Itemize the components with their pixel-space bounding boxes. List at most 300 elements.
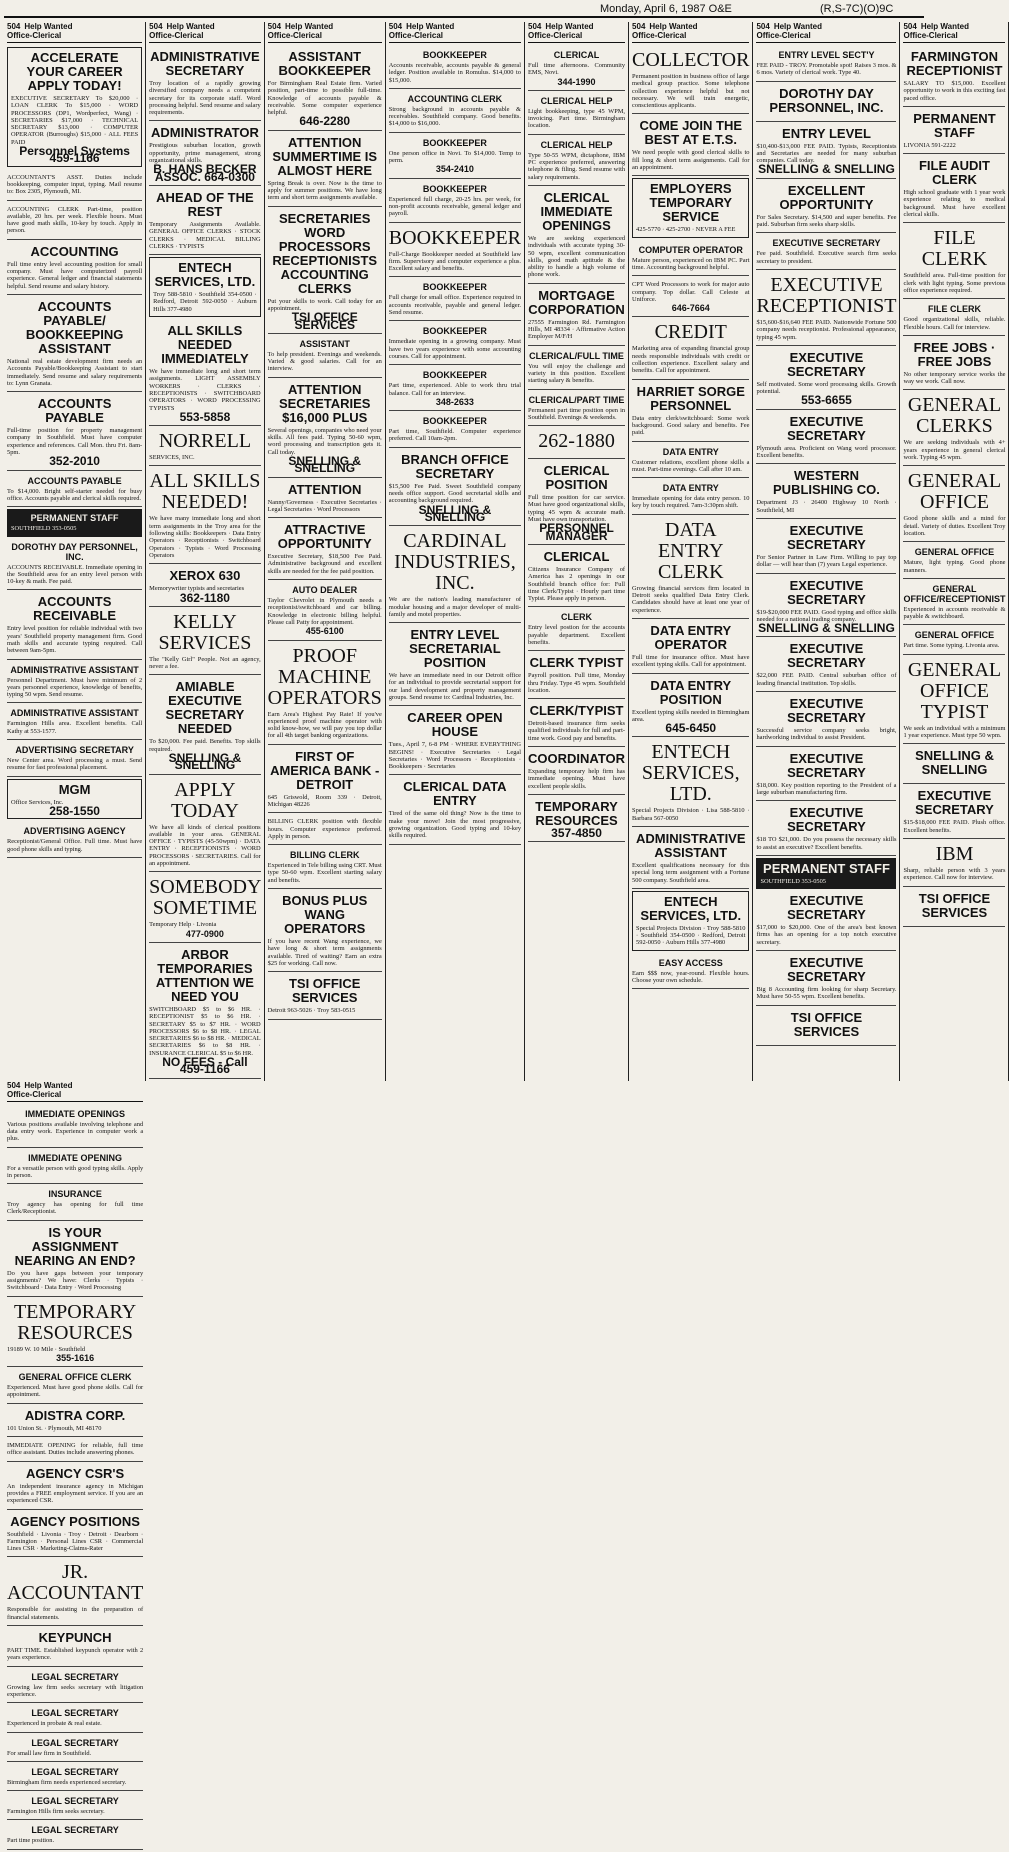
ad-contact: 477-0900 [185,928,224,939]
ad-body: Birmingham firm needs experienced secretary. [7,1778,127,1786]
ad-heading: ALL SKILLS NEEDED! [149,470,261,514]
classified-ad [7,1464,143,1510]
ad-heading: CLERICAL [543,548,610,564]
classified-ad [389,225,521,278]
classified-ad [268,643,382,745]
ad-contact: 344-1990 [557,76,596,87]
ad-heading: DOROTHY DAY PERSONNEL, INC. [11,541,138,562]
ad-body: We seek an individual with a minimum 1 year experience. Must type 50 wpm. [903,724,1006,740]
ad-contact: B. HANS BECKER ASSOC. 664-0300 [153,162,257,184]
classified-ad [149,123,261,185]
ad-heading: PERMANENT STAFF [763,860,890,876]
ad-body: SALARY TO $15,000. Excellent opportunity to work in this exciting fast paced office. [903,80,1006,102]
column-7 [753,22,900,1081]
ad-heading: ENTECH SERVICES, LTD. [154,260,256,290]
classified-ad [268,974,382,1019]
ad-body: We are seeking individuals with 4+ years experience in general clerical work. Typing 45 wpm. [903,439,1006,462]
ad-heading: GENERAL OFFICE [914,630,995,641]
ad-heading: IMMEDIATE OPENING [28,1152,122,1163]
ad-body: Full time position for car service. Must have good organizational skills, typing 45 wpm & accurate math. Must have own transportation. [528,494,626,524]
ad-heading: ADVERTISING SECRETARY [15,745,134,756]
column-header [149,22,261,43]
ad-heading: BOOKKEEPER [422,416,487,427]
ad-body: 19189 W. 10 Mile · Southfield [7,1345,86,1353]
ad-heading: FILE AUDIT CLERK [918,158,990,188]
section-title: Help Wanted [920,22,969,31]
ad-heading: TSI OFFICE SERVICES [790,1009,863,1039]
ad-heading: EXECUTIVE SECRETARY [787,805,866,835]
ad-heading: TEMPORARY RESOURCES [535,798,618,828]
classified-ad [149,188,261,255]
ad-heading: EXCELLENT OPPORTUNITY [779,182,874,212]
classified-ad [389,181,521,223]
ad-heading: EXECUTIVE SECRETARY [915,788,994,818]
ad-body: An independent insurance agency in Michigan provides a FREE employment service. If you are an experienced CSR. [7,1482,144,1505]
classified-ad [7,1669,143,1704]
classified-ad [756,412,896,465]
classified-ad [268,582,382,640]
ad-body: Excellent typing skills needed in Birmingham area. [632,708,750,723]
classified-ad [632,382,749,442]
ad-contact: SNELLING & SNELLING [758,162,895,177]
classified-ad [632,116,749,176]
ad-heading: FILE CLERK [921,227,988,271]
column-header [7,1081,143,1102]
ad-heading: ASSISTANT [299,338,350,349]
column-9 [4,1081,146,1852]
ad-body: Immediate opening for data entry person. 10 key by touch required. 7am-3:30pm shift. [632,495,750,510]
classified-columns [4,22,1006,1845]
ad-heading: ADMINISTRATOR [150,125,259,141]
ad-body: $18,000. Key position reporting to the President of a large suburban manufacturing firm. [756,781,897,796]
ad-heading: ADMINISTRATIVE ASSISTANT [10,664,139,675]
ad-body: BILLING CLERK position with flexible hours. Computer experience preferred. Apply in person. [267,818,382,840]
ad-contact: 553-5858 [179,409,231,424]
classified-ad [756,84,896,122]
ad-body: Earn Area's Highest Pay Rate! If you've experienced proof machine operator with solid know-how, we will pay you top dollar for all 4th target banking organizations. [267,710,382,740]
ad-heading: ENTRY LEVEL SECRETARIAL POSITION [409,627,501,671]
ad-body: Fee paid. Southfield. Executive search firm seeks secretary to president. [756,250,897,265]
ad-heading: BOOKKEEPER [422,137,487,148]
classified-ad [7,1150,143,1185]
ad-heading: ACCELERATE YOUR CAREER APPLY TODAY! [26,50,123,93]
ad-body: To help president. Evenings and weekends. Varied & good salaries. Call for an interview. [267,350,382,373]
ad-body: For a versatile person with good typing skills. Apply in person. [7,1164,144,1179]
ad-body: For small law firm in Southfield. [7,1749,92,1757]
ad-heading: ENTRY LEVEL [782,125,871,141]
classified-ad [7,742,142,777]
ad-body: $18 TO $21,000. Do you possess the necessary skills to assist an executive? Excellent benefits. [756,836,897,851]
classified-ad [756,124,896,179]
ad-body: Troy 588-5810 · Southfield 354-0500 · Redford, Detroit 592-0050 · Auburn Hills 377-4980 [153,291,257,313]
column-header [756,22,896,43]
ad-heading: PERMANENT STAFF [30,513,119,524]
ad-body: Good organizational skills, reliable. Flexible hours. Call for interview. [903,316,1006,331]
ad-body: Part time. Some typing. Livonia area. [903,642,1000,650]
ad-contact: 646-7664 [671,303,710,314]
ad-heading: HARRIET SORGE PERSONNEL [636,383,745,413]
ad-heading: COMPUTER OPERATOR [638,244,743,255]
ad-body: We need people with good clerical skills to fill long & short term assignments. Call for an appointment. [632,149,750,172]
ad-body: Accounts receivable, accounts payable & general ledger. Position available in Romulus. $14,000 to $15,000. [388,62,522,84]
ad-heading: EXECUTIVE SECRETARY [787,954,866,984]
ad-body: We are the nation's leading manufacturer of modular housing and a major developer of multi-family and motel properties. [388,596,522,618]
ad-heading: ADVERTISING AGENCY [23,826,126,837]
ad-body: Entry level position for reliable individual with two years' Southfield property management firm. Good math skills and accurate typing required. Call between 9am-5pm. [7,625,143,655]
ad-contact: 352-2010 [49,454,100,469]
column-header [632,22,749,43]
ad-heading: ACCOUNTS PAYABLE/ BOOKKEEPING ASSISTANT [25,298,124,356]
ad-body: Part time position. [7,1837,55,1845]
ad-heading: ACCOUNTING CLERK [407,93,503,104]
ad-heading: IS YOUR ASSIGNMENT NEARING AN END? [14,1224,136,1268]
classified-ad [149,945,261,1079]
ad-heading: INSURANCE [48,1189,102,1200]
ad-body: Payroll position. Full time, Monday thru Friday. Type 45 wpm. Southfield location. [528,672,626,694]
classified-ad [528,461,625,545]
ad-heading: KELLY SERVICES [158,610,252,654]
ad-heading: BONUS PLUS WANG OPERATORS [282,893,368,937]
ad-heading: FREE JOBS · FREE JOBS [913,339,996,369]
ad-body: Immediate opening in a growing company. Must have two years experience with some accounting courses. Call for appointment. [388,338,522,360]
ad-heading: LEGAL SECRETARY [31,1796,119,1807]
ad-body: Good phone skills and a mind for detail. Variety of duties. Excellent Troy location. [903,515,1006,537]
section-number: 504 [7,1080,21,1090]
ad-heading: EXECUTIVE RECEPTIONIST [756,273,897,317]
section-subtitle: Office-Clerical [528,31,583,40]
ad-heading: FIRST OF AMERICA BANK - DETROIT [270,748,380,792]
section-title: Help Wanted [285,22,334,31]
classified-ad [632,319,749,379]
classified-ad [389,625,521,706]
classified-ad [268,336,382,378]
section-title: Help Wanted [649,22,698,31]
ad-contact: 258-1550 [49,803,100,818]
ad-heading: EMPLOYERS TEMPORARY SERVICE [649,181,733,225]
masthead-rule [4,16,924,18]
page-code: (R,S-7C)(O)9C [820,3,894,15]
ad-heading: DOROTHY DAY PERSONNEL, INC. [769,85,884,115]
classified-ad [756,576,896,638]
ad-heading: GENERAL OFFICE TYPIST [907,658,1002,723]
classified-ad [756,521,896,574]
section-title: Help Wanted [166,22,215,31]
masthead [0,0,928,18]
ad-heading: SNELLING & SNELLING [915,748,994,778]
classified-ad [903,581,1005,626]
ad-contact: Personnel Systems 459-1166 [19,144,130,166]
classified-ad [7,171,142,201]
ad-contact: 362-1180 [179,590,230,605]
ad-body: LIVONIA 591-2222 [903,141,956,149]
ad-heading: LEGAL SECRETARY [31,1766,119,1777]
ad-body: Experienced in probate & real estate. [7,1720,102,1728]
ad-body: Department J3 · 26400 Highway 10 North · Southfield, MI [756,499,897,514]
column-6 [629,22,753,1081]
ad-heading: EXECUTIVE SECRETARY [787,750,866,780]
ad-body: ACCOUNTS RECEIVABLE. Immediate opening in the Southfield area for an entry level person with 10-key & math. Fee paid. [7,563,143,586]
ad-body: Experienced. Must have good phone skills. Call for appointment. [7,1384,144,1399]
ad-heading: SOMEBODY SOMETIME [149,876,262,920]
section-subtitle: Office-Clerical [149,31,204,40]
classified-ad [903,301,1005,336]
ad-body: Plymouth area. Proficient on Wang word processor. Excellent benefits. [756,444,897,460]
ad-body: Receptionist/General Office. Full time. Must have good phone skills and typing. [7,838,143,853]
classified-ad [7,539,142,591]
section-number: 504 [267,22,282,31]
classified-ad [268,480,382,519]
ad-body: Office Services, Inc. [11,798,64,806]
classified-ad [7,1735,143,1762]
classified-ad [389,323,521,365]
ad-body: Sharp, reliable person with 3 years experience. Call now for interview. [903,866,1006,882]
ad-heading: EXECUTIVE SECRETARY [787,641,866,671]
classified-ad [632,178,749,237]
ad-body: Taylor Chevrolet in Plymouth needs a receptionist/switchboard and car billing. Knowledge in electronic billing helpful. Please call Patty for appointment. [267,597,382,626]
ad-heading: WESTERN PUBLISHING CO. [773,468,880,498]
section-subtitle: Office-Clerical [903,31,958,40]
ad-heading: ADMINISTRATIVE ASSISTANT [10,708,139,719]
classified-ad [389,367,521,411]
classified-ad [268,209,382,334]
ad-body: $15,600-$16,640 FEE PAID. Nationwide Fortune 500 company needs receptionist. Professional appearance, typing 45 wpm. [756,318,897,341]
ad-contact: SNELLING & SNELLING [288,453,362,476]
ad-body: Citizens Insurance Company of America has 2 openings in our Southfield branch office for: Full time Clerk/Typist · Hourly part time Typist. Please apply in person. [528,565,626,603]
ad-body: Permanent part time position open in Southfield. Evenings & weekends. [528,406,626,421]
classified-ad [268,847,382,889]
classified-ad [7,473,142,508]
section-subtitle: Office-Clerical [267,31,322,40]
classified-ad [528,701,625,747]
classified-ad [632,829,749,889]
ad-heading: NORRELL [158,430,252,453]
ad-body: For Birmingham Real Estate firm. Varied position, part-time to possible full-time. Knowledge of accounts payable & receivable. Some computer experience helpful. [267,80,382,117]
ad-heading: EXECUTIVE SECRETARY [787,413,866,443]
ad-body: Several openings, companies who need your skills. All fees paid. Typing 50-60 wpm, word processing and transcription gets it. Call today. [267,426,382,456]
classified-ad [632,47,749,114]
ad-body: Part time, Southfield. Computer experience preferred. Call 10am-2pm. [388,428,522,443]
ad-heading: AHEAD OF THE REST [156,189,254,219]
ad-body: Experienced full charge, 20-25 hrs. per week, for non-profit accounts receivable, general ledger and payroll. [388,195,522,218]
ad-body: Customer relations, excellent phone skills a must. Part-time evenings. Call after 10 am. [632,458,750,473]
classified-ad [632,278,749,317]
classified-ad [149,609,261,676]
ad-heading: IMMEDIATE OPENINGS [25,1108,125,1119]
ad-body: 27555 Farmington Rd. Farmington Hills, MI 48334 · Affirmative Action Employer M/F/H [528,318,626,341]
ad-body: Full-Charge Bookkeeper needed at Southfield law firm. Supervisory and computer experience a plus. Excellent salary and benefits. [388,250,522,273]
classified-ad [903,338,1005,391]
ad-contact: 553-6655 [801,393,852,408]
ad-body: $15,500 Fee Paid. Sweet Southfield company needs office support. Good secretarial skills and accounting background required. [388,482,522,505]
ad-body: Part time, experienced. Able to work thru trial balance. Call for an interview. [388,382,522,397]
ad-body: Expanding temporary help firm has immediate opening. Must have excellent people skills. [528,768,626,790]
ad-contact: TSI OFFICE SERVICES [291,310,358,332]
ad-body: $15-$18,000 FEE PAID. Plush office. Excellent benefits. [903,819,1006,834]
classified-ad [7,1223,143,1297]
classified-ad [756,803,896,856]
ad-heading: ATTENTION SECRETARIES $16,000 PLUS [278,381,371,425]
classified-ad [756,466,896,519]
ad-body: Entry level postion for the accounts payable department. Excellent benefits. [528,624,626,646]
classified-ad [528,609,625,651]
classified-ad [7,1705,143,1732]
classified-ad [7,705,142,740]
classified-ad [7,1369,143,1404]
ad-heading: LEGAL SECRETARY [31,1708,119,1719]
classified-ad [268,133,382,207]
ad-body: ACCOUNTANT'S ASST. Duties include bookkeeping, computer input, typing. Mail resume to: Box 2305, Plymouth, MI. [7,173,143,196]
classified-ad [7,1559,143,1626]
ad-heading: CLERICAL/PART TIME [528,394,625,405]
ad-body: EXECUTIVE SECRETARY To $20,000 · LOAN CLERK To $15,000 · WORD PROCESSORS (DP1, Wordperfect, Wang) · SECRETARIES $17,000 · TECHNICAL SECRETARY $13,000 · COMPUTER OPERATOR (Burroughs) $15,000 · ALL FEES PAID [11,95,139,146]
ad-heading: ATTENTION SUMMERTIME IS ALMOST HERE [272,134,378,178]
ad-body: Various positions available involving telephone and data entry work. Experience in computer work a plus. [7,1120,144,1143]
ad-heading: DATA ENTRY POSITION [650,677,732,707]
ad-body: Memorywriter typists and secretaries [149,585,245,593]
ad-heading: AMIABLE EXECUTIVE SECRETARY NEEDED [165,679,245,737]
classified-ad [389,528,521,623]
section-title: Help Wanted [545,22,594,31]
ad-heading: EXECUTIVE SECRETARY [772,238,881,249]
ad-body: $22,000 FEE PAID. Central suburban office of leading financial institution. Top skills. [756,672,897,687]
ad-body: Experienced in Tele billing using CRT. Must type 50-60 wpm. Excellent starting salary and benefits. [267,862,382,884]
ad-heading: ACCOUNTS PAYABLE [27,475,122,486]
ad-body: For Sales Secretary. $14,500 and super benefits. Fee paid. Suburban firm seeks sharp skills. [756,213,897,229]
ad-contact: 645-6450 [665,721,717,736]
ad-body: You will enjoy the challenge and variety in this position. Excellent starting salary & benefits. [528,362,626,385]
classified-ad [903,47,1005,107]
ad-heading: 262-1880 [538,430,615,453]
ad-heading: TSI OFFICE SERVICES [288,976,361,1006]
ad-heading: ADISTRA CORP. [24,1407,126,1423]
classified-ad [756,348,896,410]
ad-body: Southfield area. Full-time position for clerk with light typing. Some previous office experience required. [903,272,1006,294]
section-number: 504 [903,22,917,31]
classified-ad [149,47,261,121]
ad-contact: 354-2410 [435,164,474,175]
ad-body: Successful service company seeks bright, hardworking individual to assist President. [756,727,897,742]
ad-heading: TSI OFFICE SERVICES [918,890,991,920]
ad-body: Prestigious suburban location, growth opportunity, prime management, strong organizational skills. [149,142,261,165]
ad-heading: DATA ENTRY OPERATOR [650,622,732,652]
ad-heading: CLERICAL [553,50,600,60]
ad-body: IMMEDIATE OPENING for reliable, full time office assistant. Duties include answering phones. [7,1442,144,1457]
classified-ad [389,91,521,133]
ad-heading: AUTO DEALER [292,585,358,596]
ad-contact: NO FEES - Call 459-1166 [162,1055,248,1077]
classified-ad [389,279,521,321]
ad-heading: ENTRY LEVEL SECT'Y [778,50,875,60]
ad-body: ACCOUNTING CLERK Part-time, position available, 20 hrs. per week. Flexible hours. Must have good math skills, 10-key by touch. Apply in person. [7,205,143,235]
ad-body: Big 8 Accounting firm looking for sharp Secretary. Must have 50-55 wpm. Excellent benefits. [756,985,897,1001]
ad-heading: COME JOIN THE BEST AT E.T.S. [639,118,743,148]
ad-heading: ACCOUNTS RECEIVABLE [33,594,116,624]
classified-ad [7,779,142,820]
ad-contact: SNELLING & SNELLING [418,502,492,524]
ad-body: For Senior Partner in Law Firm. Willing to pay top dollar — will hear than (7) years Legal experience. [756,553,897,569]
ad-body: We are seeking experienced individuals with accurate typing 30-50 wpm, excellent communication skills, good math aptitude & the ability to handle a high volume of phone work. [528,234,626,279]
classified-ad [756,235,896,270]
classified-ad [7,394,142,470]
ad-body: SWITCHBOARD $5 to $6 HR. · RECEPTIONIST $5 to $6 HR. · SECRETARY $5 to $7 HR. · WORD PROCESSORS $6 to $8 HR. · LEGAL SECRETARIES $6 to $8 HR. · MEDICAL SECRETARIES $6 to $8 HR. · INSURANCE CLERICAL $5 to $6 HR. [149,1005,261,1057]
ad-body: 101 Union St. · Plymouth, MI 48170 [7,1424,102,1432]
classified-ad [903,841,1005,887]
ad-heading: ADMINISTRATIVE SECRETARY [150,49,260,78]
ad-body: We have all kinds of clerical positions available in your area. GENERAL OFFICE · TYPISTS (45-50wpm) · DATA ENTRY · RECEPTIONISTS · WORD PROCESSORS · SECRETARIES. Call for an appointment. [149,823,261,868]
classified-ad [268,815,382,845]
classified-ad [149,677,261,774]
ad-heading: BOOKKEEPER [422,50,487,60]
ad-heading: LEGAL SECRETARY [31,1825,119,1836]
ad-body: Detroit 963-5026 · Troy 583-0515 [267,1007,356,1015]
classified-ad [903,746,1005,784]
ad-heading: TEMPORARY RESOURCES [13,1300,137,1344]
ad-body: Full time for insurance office. Must have excellent typing skills. Call for appointment. [632,653,750,669]
ad-body: Responsible for assisting in the preparation of financial statements. [7,1606,144,1621]
ad-heading: CLERICAL/FULL TIME [529,350,624,361]
classified-ad [7,509,142,536]
ad-body: Special Projects Division · Lisa 588-5810 · Barbara 567-0050 [632,807,750,822]
column-3 [265,22,386,1081]
ad-heading: DATA ENTRY [662,483,719,494]
classified-ad [903,627,1005,654]
ad-heading: XEROX 630 [169,568,241,584]
ad-body: Full charge for small office. Experience required in accounts receivable, payable and general ledger. Send resume. [388,294,522,317]
classified-ad [7,1822,143,1849]
classified-ad [528,47,625,91]
classified-ad [7,203,142,240]
ad-body: Permanent position in business office of large medical group practice. Some telephone collection experience helpful but not necessary. We will train energetic, conscientious applicants. [632,73,750,110]
classified-ad [528,547,625,607]
section-subtitle: Office-Clerical [7,1089,62,1099]
ad-contact: PERSONNEL MANAGER [539,521,614,543]
classified-ad [7,1793,143,1820]
classified-ad [756,891,896,951]
ad-body: No other temporary service works the way we work. Call now. [903,370,1006,386]
classified-ad [149,468,261,564]
classified-ad [7,1186,143,1221]
ad-heading: ALL SKILLS NEEDED IMMEDIATELY [161,323,249,367]
ad-heading: CLERK [561,612,593,623]
classified-ad [528,348,625,390]
ad-heading: BRANCH OFFICE SECRETARY [401,451,509,481]
classified-ad [528,749,625,795]
classified-ad [7,1299,143,1368]
classified-ad [7,297,142,392]
classified-ad [7,823,142,858]
ad-body: Type 50-55 WPM, dictaphone, IBM PC experience preferred, answering telephone & filing. Send resume with salary requirements. [528,151,626,181]
classified-ad [389,47,521,89]
ad-heading: BOOKKEEPER [422,282,487,293]
classified-ad [7,1628,143,1667]
column-2 [146,22,265,1081]
ad-body: Executive Secretary, $18,500 Fee Paid. Administrative background and excellent skills are needed for the fee paid position. [267,553,382,575]
classified-ad [528,392,625,427]
ad-heading: IBM [935,842,974,865]
section-number: 504 [528,22,542,31]
section-number: 504 [149,22,163,31]
ad-heading: ACCOUNTING [30,243,119,259]
classified-ad [268,380,382,478]
ad-body: Mature, light typing. Good phone manners. [903,559,1006,574]
ad-body: Growing financial services firm located in Detroit seeks qualified Data Entry Clerk. Candidates should have at least one year of experience. [632,584,750,614]
section-subtitle: Office-Clerical [388,31,444,40]
classified-ad [632,480,749,515]
ad-heading: EXECUTIVE SECRETARY [787,522,866,552]
section-subtitle: Office-Clerical [756,31,811,40]
ad-heading: ASSISTANT BOOKKEEPER [278,49,371,78]
ad-body: $19-$20,000 FEE PAID. Good typing and office skills needed for a national trading company. [756,608,897,623]
